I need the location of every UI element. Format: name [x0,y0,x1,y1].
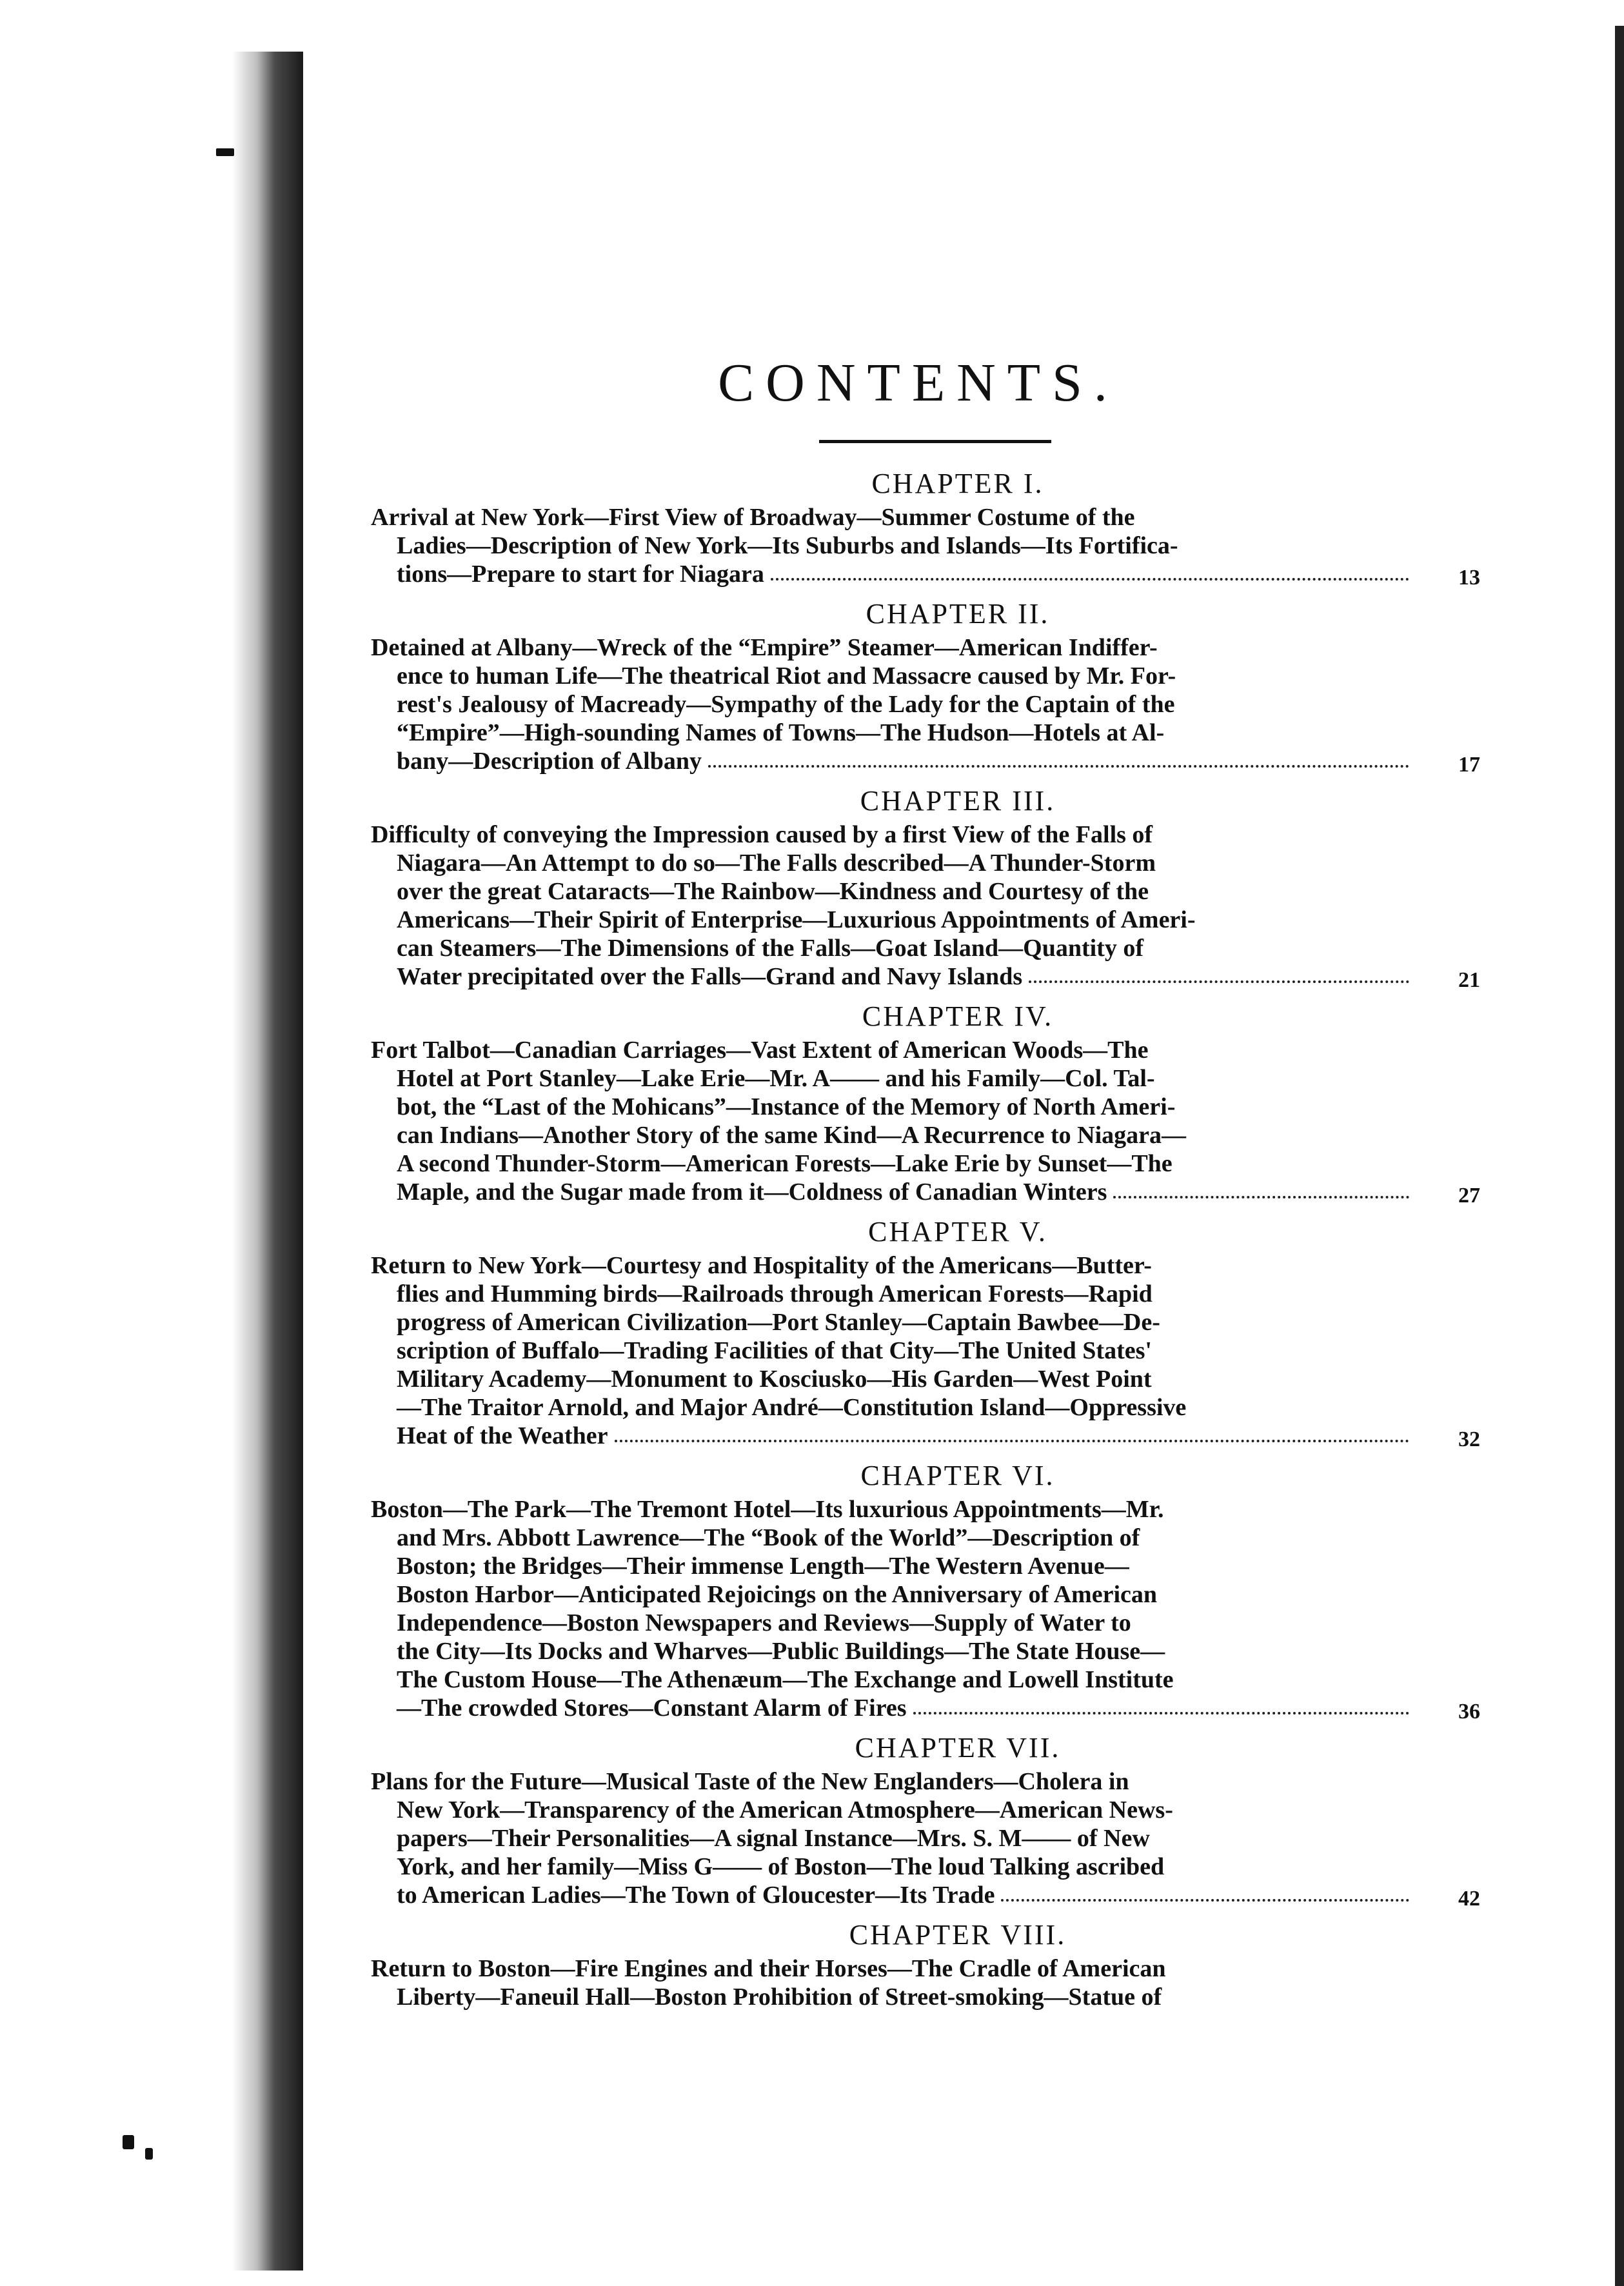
page-number: 27 [1458,1184,1480,1208]
summary-line-text: Heat of the Weather [397,1422,608,1449]
summary-line: papers—Their Personalities—A signal Instance—Mrs. S. M—— of New [397,1825,1150,1852]
chapter-summary [371,1954,1480,2011]
summary-line: A second Thunder-Storm—American Forests—Lake Erie by Sunset—The [397,1150,1173,1177]
chapter-entry [371,782,1480,991]
summary-line: progress of American Civilization—Port Stanley—Captain Bawbee—De- [397,1309,1160,1336]
chapter-summary [371,820,1480,991]
summary-line-text: bany—Description of Albany [397,748,702,775]
chapter-summary [371,1251,1480,1450]
summary-line: Hotel at Port Stanley—Lake Erie—Mr. A—— and his Family—Col. Tal- [397,1065,1155,1092]
chapter-heading: CHAPTER II. [866,598,1050,630]
summary-line-text: Water precipitated over the Falls—Grand and Navy Islands [397,963,1023,990]
summary-line: Return to Boston—Fire Engines and their Horses—The Cradle of American [371,1955,1166,1982]
summary-line: “Empire”—High-sounding Names of Towns—The Hudson—Hotels at Al- [397,719,1165,746]
summary-line: bot, the “Last of the Mohicans”—Instance of the Memory of North Ameri- [397,1093,1176,1120]
chapter-heading: CHAPTER IV. [862,1000,1054,1032]
page-number: 32 [1458,1427,1480,1451]
binding-mark [145,2148,153,2160]
summary-line: can Steamers—The Dimensions of the Falls—Goat Island—Quantity of [397,935,1144,962]
summary-line [371,1178,1409,1206]
dot-leader [708,762,1409,768]
summary-line: Fort Talbot—Canadian Carriages—Vast Extent of American Woods—The [371,1037,1149,1064]
contents-list [371,464,1480,2018]
dot-leader [1001,1896,1409,1902]
page-number: 36 [1458,1700,1480,1724]
chapter-entry [371,997,1480,1206]
summary-line-text: Maple, and the Sugar made from it—Coldness of Canadian Winters [397,1178,1107,1206]
summary-line: can Indians—Another Story of the same Kind—A Recurrence to Niagara— [397,1122,1187,1149]
summary-line: Independence—Boston Newspapers and Reviews—Supply of Water to [397,1609,1131,1636]
dot-leader [1113,1193,1409,1198]
chapter-summary [371,1767,1480,1909]
summary-line: York, and her family—Miss G—— of Boston—The loud Talking ascribed [397,1853,1165,1880]
summary-line: Return to New York—Courtesy and Hospitality of the Americans—Butter- [371,1252,1152,1279]
summary-line: scription of Buffalo—Trading Facilities of that City—The United States' [397,1337,1152,1364]
summary-line: Boston; the Bridges—Their immense Length—The Western Avenue— [397,1553,1129,1580]
summary-line: over the great Cataracts—The Rainbow—Kindness and Courtesy of the [397,878,1149,905]
facing-page [0,0,258,2286]
page-number: 17 [1458,753,1480,777]
summary-line: flies and Humming birds—Railroads through American Forests—Rapid [397,1280,1153,1307]
summary-line: The Custom House—The Athenæum—The Exchange and Lowell Institute [397,1666,1174,1693]
summary-line: Detained at Albany—Wreck of the “Empire” Steamer—American Indiffer- [371,634,1158,661]
summary-line [371,1422,1409,1450]
summary-line [371,1694,1409,1722]
title-rule [819,440,1051,443]
page-title: CONTENTS. [718,353,1119,413]
chapter-entry [371,595,1480,775]
summary-line: Ladies—Description of New York—Its Suburbs and Islands—Its Fortifica- [397,532,1178,559]
chapter-heading: CHAPTER VII. [855,1732,1061,1764]
summary-line-text: tions—Prepare to start for Niagara [397,561,764,588]
chapter-summary [371,1495,1480,1722]
summary-line: Plans for the Future—Musical Taste of the New Englanders—Cholera in [371,1768,1129,1795]
summary-line: and Mrs. Abbott Lawrence—The “Book of the World”—Description of [397,1524,1140,1551]
summary-line: Americans—Their Spirit of Enterprise—Luxurious Appointments of Ameri- [397,906,1196,933]
summary-line: Military Academy—Monument to Kosciusko—His Garden—West Point [397,1366,1152,1393]
chapter-heading: CHAPTER III. [860,785,1056,817]
chapter-entry [371,1213,1480,1450]
chapter-summary [371,1036,1480,1206]
summary-line: ence to human Life—The theatrical Riot and Massacre caused by Mr. For- [397,662,1176,690]
binding-mark [123,2135,134,2149]
summary-line [371,560,1409,588]
summary-line: Liberty—Faneuil Hall—Boston Prohibition of Street-smoking—Statue of [397,1983,1162,2011]
chapter-summary [371,633,1480,775]
binding-mark [216,148,234,156]
summary-line-text: to American Ladies—The Town of Gloucester—Its Trade [397,1882,995,1909]
dot-leader [771,575,1409,581]
summary-line: Boston Harbor—Anticipated Rejoicings on the Anniversary of American [397,1581,1158,1608]
page-number: 21 [1458,968,1480,992]
summary-line-text: —The crowded Stores—Constant Alarm of Fires [397,1695,907,1722]
chapter-heading: CHAPTER I. [871,468,1044,499]
dot-leader [615,1437,1410,1442]
summary-line [371,962,1409,991]
summary-line [371,747,1409,775]
summary-line: Difficulty of conveying the Impression caused by a first View of the Falls of [371,821,1153,848]
chapter-heading: CHAPTER V. [868,1216,1047,1247]
dot-leader [913,1709,1409,1714]
summary-line: Niagara—An Attempt to do so—The Falls described—A Thunder-Storm [397,850,1156,877]
chapter-heading: CHAPTER VI. [860,1460,1055,1491]
chapter-entry [371,1729,1480,1909]
summary-line: rest's Jealousy of Macready—Sympathy of the Lady for the Captain of the [397,691,1175,718]
chapter-heading: CHAPTER VIII. [849,1919,1067,1951]
summary-line [371,1881,1409,1909]
page-number: 42 [1458,1887,1480,1911]
chapter-entry [371,464,1480,588]
summary-line: the City—Its Docks and Wharves—Public Buildings—The State House— [397,1638,1165,1665]
chapter-entry [371,1456,1480,1722]
dot-leader [1029,978,1409,983]
page-number: 13 [1458,566,1480,590]
summary-line: Arrival at New York—First View of Broadway—Summer Costume of the [371,504,1135,531]
summary-line: New York—Transparency of the American Atmosphere—American News- [397,1796,1173,1824]
chapter-summary [371,503,1480,588]
chapter-entry [371,1916,1480,2011]
summary-line: Boston—The Park—The Tremont Hotel—Its luxurious Appointments—Mr. [371,1496,1164,1523]
summary-line: —The Traitor Arnold, and Major André—Constitution Island—Oppressive [397,1394,1187,1421]
